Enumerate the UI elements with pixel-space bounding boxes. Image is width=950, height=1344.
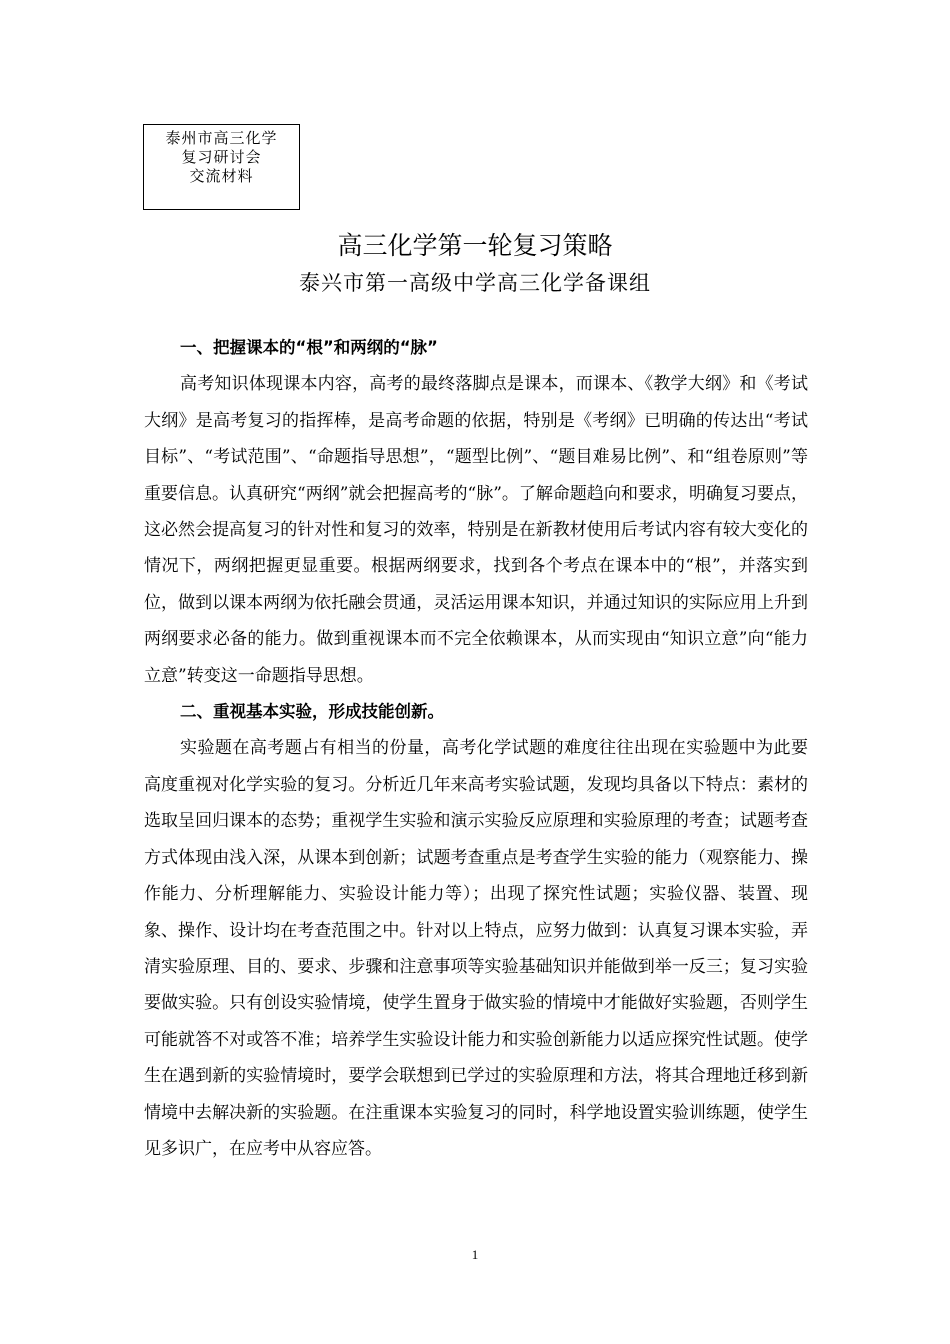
- stamp-box: [143, 124, 300, 210]
- document-title: 高三化学第一轮复习策略: [337, 231, 613, 260]
- section-paragraph: 实验题在高考题占有相当的份量，高考化学试题的难度往往出现在实验题中为此要高度重视对化学实验的复习。分析近几年来高考实验试题，发现均具备以下特点：素材的选取呈回归课本的态势；重视学生实验和演示实验反应原理和实验原理的考查；试题考查方式体现由浅入深，从课本到创新；试题考查重点是考查学生实验的能力（观察能力、操作能力、分析理解能力、实验设计能力等）；出现了探究性试题；实验仪器、装置、现象、操作、设计均在考查范围之中。针对以上特点，应努力做到：认真复习课本实验，弄清实验原理、目的、要求、步骤和注意事项等实验基础知识并能做到举一反三；复习实验要做实验。只有创设实验情境，使学生置身于做实验的情境中才能做好实验题，否则学生可能就答不对或答不准；培养学生实验设计能力和实验创新能力以适应探究性试题。使学生在遇到新的实验情境时，要学会联想到已学过的实验原理和方法，将其合理地迁移到新情境中去解决新的实验题。在注重课本实验复习的同时，科学地设置实验训练题，使学生见多识广，在应考中从容应答。: [144, 738, 808, 1159]
- stamp-line: 泰州市高三化学: [165, 129, 278, 147]
- section-paragraph: 高考知识体现课本内容，高考的最终落脚点是课本，而课本、《教学大纲》和《考试大纲》是高考复习的指挥棒，是高考命题的依据，特别是《考纲》已明确的传达出“考试目标”、“考试范围”、“命题指导思想”，“题型比例”、“题目难易比例”、和“组卷原则”等重要信息。认真研究“两纲”就会把握高考的“脉”。了解命题趋向和要求，明确复习要点，这必然会提高复习的针对性和复习的效率，特别是在新教材使用后考试内容有较大变化的情况下，两纲把握更显重要。根据两纲要求，找到各个考点在课本中的“根”，并落实到位，做到以课本两纲为依托融会贯通，灵活运用课本知识，并通过知识的实际应用上升到两纲要求必备的能力。做到重视课本而不完全依赖课本，从而实现由“知识立意”向“能力立意”转变这一命题指导思想。: [144, 374, 808, 686]
- section-heading: 二、重视基本实验，形成技能创新。: [180, 702, 444, 722]
- document-subtitle: 泰兴市第一高级中学高三化学备课组: [299, 271, 651, 295]
- stamp-line: 复习研讨会: [181, 148, 262, 166]
- document-body: [144, 330, 808, 1167]
- section-heading: 一、把握课本的“根”和两纲的“脉”: [180, 338, 438, 357]
- stamp-line: 交流材料: [189, 167, 254, 185]
- page-number: 1: [471, 1247, 479, 1262]
